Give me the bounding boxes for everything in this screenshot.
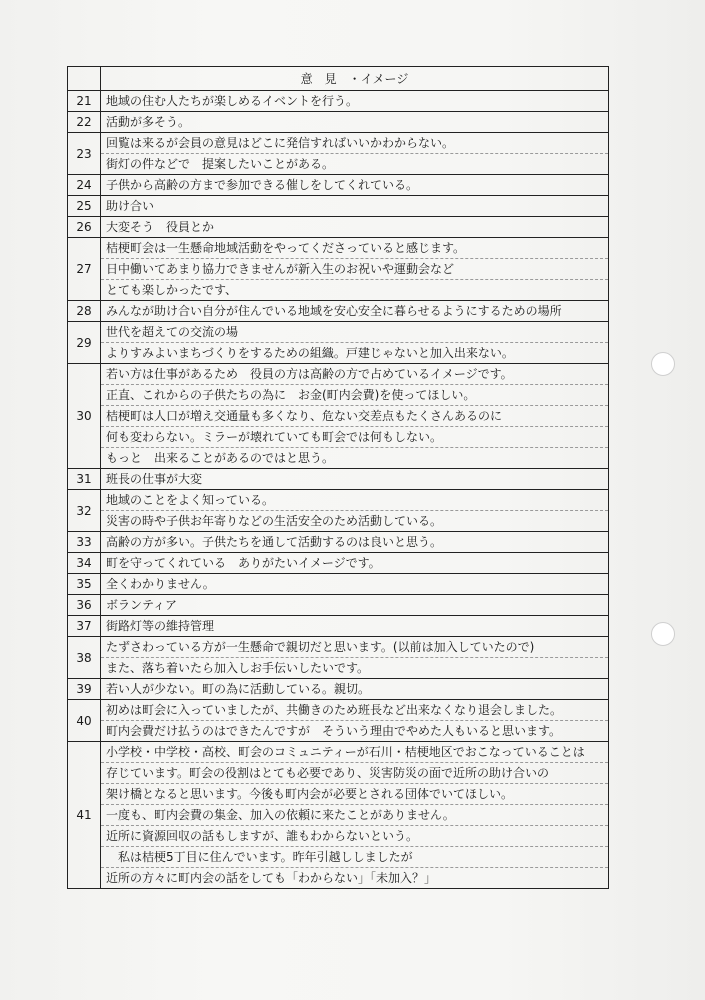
opinion-line: 災害の時や子供お年寄りなどの生活安全のため活動している。 xyxy=(101,510,608,531)
opinion-line: とても楽しかったです、 xyxy=(101,279,608,300)
row-number: 28 xyxy=(68,301,101,322)
opinion-column-header: 意 見 ・イメージ xyxy=(101,67,609,91)
opinion-cell xyxy=(101,301,609,322)
opinion-line: 大変そう 役員とか xyxy=(106,220,215,234)
table-row xyxy=(68,679,609,700)
table-row xyxy=(68,238,609,301)
opinion-line: 高齢の方が多い。子供たちを通して活動するのは良いと思う。 xyxy=(106,535,443,549)
opinion-line: 町を守ってくれている ありがたいイメージです。 xyxy=(106,556,381,570)
table-row xyxy=(68,133,609,175)
row-number: 35 xyxy=(68,574,101,595)
table-row xyxy=(68,742,609,889)
opinion-line: 小学校・中学校・高校、町会のコミュニティーが石川・桔梗地区でおこなっていることは xyxy=(106,745,585,759)
row-number: 24 xyxy=(68,175,101,196)
opinion-line: 架け橋となると思います。今後も町内会が必要とされる団体でいてほしい。 xyxy=(101,783,608,804)
opinion-line: ボランティア xyxy=(106,598,178,612)
opinion-cell xyxy=(101,364,609,469)
row-number: 32 xyxy=(68,490,101,532)
table-row xyxy=(68,490,609,532)
opinion-line: 街灯の件などで 提案したいことがある。 xyxy=(101,153,608,174)
table-header-row xyxy=(68,67,609,91)
row-number: 30 xyxy=(68,364,101,469)
opinion-line: 子供から高齢の方まで参加できる催しをしてくれている。 xyxy=(106,178,419,192)
opinion-cell xyxy=(101,91,609,112)
number-column-header xyxy=(68,67,101,91)
opinion-cell xyxy=(101,490,609,532)
opinion-line: 桔梗町は人口が増え交通量も多くなり、危ない交差点もたくさんあるのに xyxy=(101,405,608,426)
table-row xyxy=(68,175,609,196)
opinion-line: 回覧は来るが会員の意見はどこに発信すればいいかわからない。 xyxy=(106,136,455,150)
opinion-cell xyxy=(101,238,609,301)
opinion-line: 助け合い xyxy=(106,199,155,213)
opinion-cell xyxy=(101,574,609,595)
row-number: 36 xyxy=(68,595,101,616)
opinion-cell xyxy=(101,322,609,364)
opinion-line: 活動が多そう。 xyxy=(106,115,191,129)
opinion-cell xyxy=(101,616,609,637)
row-number: 40 xyxy=(68,700,101,742)
row-number: 39 xyxy=(68,679,101,700)
opinion-cell xyxy=(101,595,609,616)
opinion-line: たずさわっている方が一生懸命で親切だと思います。(以前は加入していたので) xyxy=(106,640,535,654)
table-row xyxy=(68,91,609,112)
opinion-line: 街路灯等の維持管理 xyxy=(106,619,215,633)
opinion-line: 近所の方々に町内会の話をしても「わからない」「未加入？」 xyxy=(101,867,608,888)
row-number: 34 xyxy=(68,553,101,574)
table-row xyxy=(68,616,609,637)
opinions-table xyxy=(67,66,609,889)
table-row xyxy=(68,364,609,469)
opinion-cell xyxy=(101,196,609,217)
opinion-line: 何も変わらない。ミラーが壊れていても町会では何もしない。 xyxy=(101,426,608,447)
row-number: 29 xyxy=(68,322,101,364)
table-row xyxy=(68,532,609,553)
row-number: 38 xyxy=(68,637,101,679)
opinion-line: 日中働いてあまり協力できませんが新入生のお祝いや運動会など xyxy=(101,258,608,279)
opinion-cell xyxy=(101,133,609,175)
table-row xyxy=(68,322,609,364)
opinion-line: 存じています。町会の役割はとても必要であり、災害防災の面で近所の助け合いの xyxy=(101,762,608,783)
opinion-line: 町内会費だけ払うのはできたんですが そういう理由でやめた人もいると思います。 xyxy=(101,720,608,741)
opinion-line: また、落ち着いたら加入しお手伝いしたいです。 xyxy=(101,657,608,678)
row-number: 21 xyxy=(68,91,101,112)
opinion-cell xyxy=(101,217,609,238)
opinion-cell xyxy=(101,553,609,574)
opinion-line: 私は桔梗5丁目に住んでいます。昨年引越ししましたが xyxy=(101,846,608,867)
table-row xyxy=(68,553,609,574)
opinion-line: 全くわかりません。 xyxy=(106,577,215,591)
opinion-cell xyxy=(101,742,609,889)
opinion-cell xyxy=(101,679,609,700)
row-number: 37 xyxy=(68,616,101,637)
opinion-line: 近所に資源回収の話もしますが、誰もわからないという。 xyxy=(101,825,608,846)
table-row xyxy=(68,574,609,595)
opinion-cell xyxy=(101,700,609,742)
opinion-line: 地域の住む人たちが楽しめるイベントを行う。 xyxy=(106,94,359,108)
opinion-cell xyxy=(101,175,609,196)
punch-hole-upper xyxy=(651,352,675,376)
row-number: 26 xyxy=(68,217,101,238)
punch-hole-lower xyxy=(651,622,675,646)
table-row xyxy=(68,637,609,679)
table-row xyxy=(68,700,609,742)
opinion-line: もっと 出来ることがあるのではと思う。 xyxy=(101,447,608,468)
opinion-line: 正直、これからの子供たちの為に お金(町内会費)を使ってほしい。 xyxy=(101,384,608,405)
row-number: 33 xyxy=(68,532,101,553)
opinion-line: よりすみよいまちづくりをするための組織。戸建じゃないと加入出来ない。 xyxy=(101,342,608,363)
opinion-line: 桔梗町会は一生懸命地域活動をやってくださっていると感じます。 xyxy=(106,241,466,255)
opinion-line: 若い人が少ない。町の為に活動している。親切。 xyxy=(106,682,371,696)
table-row xyxy=(68,112,609,133)
table-row xyxy=(68,469,609,490)
row-number: 31 xyxy=(68,469,101,490)
opinion-line: 一度も、町内会費の集金、加入の依頼に来たことがありません。 xyxy=(101,804,608,825)
row-number: 27 xyxy=(68,238,101,301)
row-number: 22 xyxy=(68,112,101,133)
opinion-line: 初めは町会に入っていましたが、共働きのため班長など出来なくなり退会しました。 xyxy=(106,703,563,717)
opinion-cell xyxy=(101,112,609,133)
opinion-line: みんなが助け合い自分が住んでいる地域を安心安全に暮らせるようにするための場所 xyxy=(106,304,562,318)
table-row xyxy=(68,595,609,616)
opinion-line: 班長の仕事が大変 xyxy=(106,472,203,486)
opinion-cell xyxy=(101,637,609,679)
opinion-cell xyxy=(101,532,609,553)
opinion-line: 世代を超えての交流の場 xyxy=(106,325,239,339)
opinion-line: 地域のことをよく知っている。 xyxy=(106,493,275,507)
table-row xyxy=(68,301,609,322)
table-body xyxy=(68,91,609,889)
opinion-line: 若い方は仕事があるため 役員の方は高齢の方で占めているイメージです。 xyxy=(106,367,513,381)
row-number: 23 xyxy=(68,133,101,175)
row-number: 25 xyxy=(68,196,101,217)
row-number: 41 xyxy=(68,742,101,889)
table-row xyxy=(68,217,609,238)
table-row xyxy=(68,196,609,217)
opinion-cell xyxy=(101,469,609,490)
